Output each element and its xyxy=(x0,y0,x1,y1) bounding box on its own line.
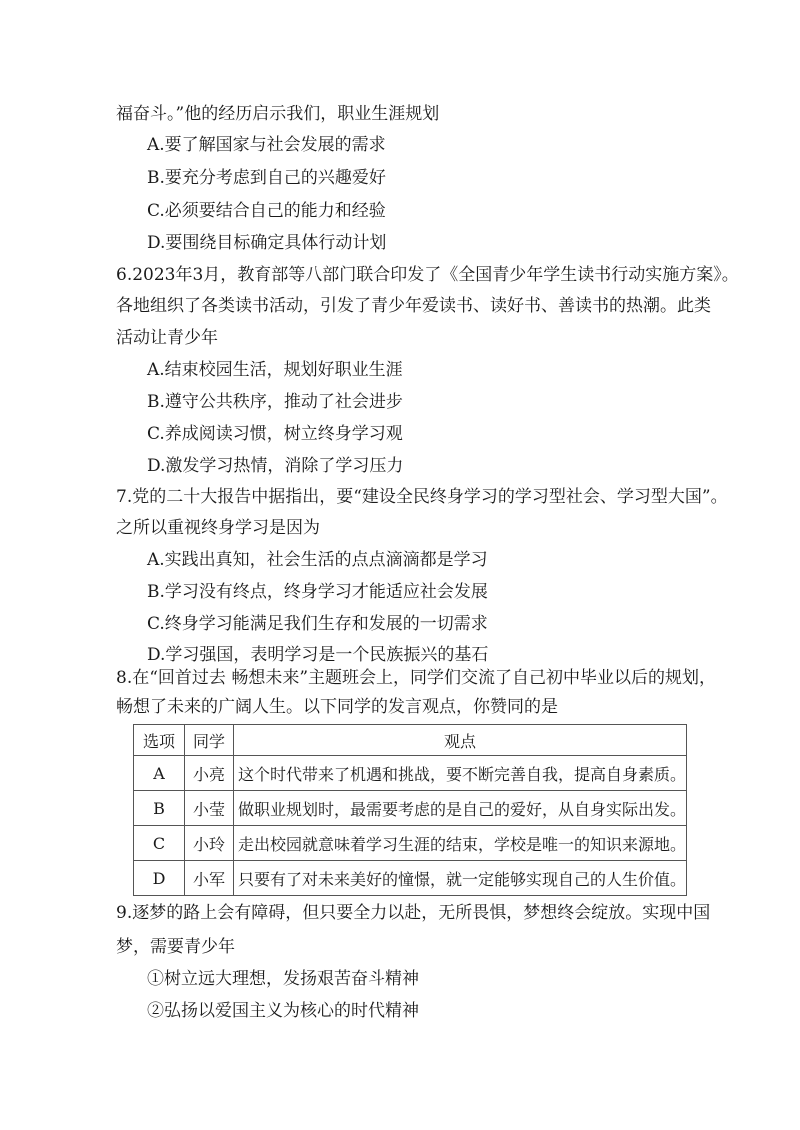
viewpoint-table xyxy=(133,724,687,896)
q8-stem-line-2: 畅想了未来的广阔人生。以下同学的发言观点，你赞同的是 xyxy=(116,697,558,717)
row-option: C xyxy=(134,826,185,861)
table-header-row xyxy=(134,725,687,756)
row-viewpoint: 这个时代带来了机遇和挑战，要不断完善自我，提高自身素质。 xyxy=(234,756,687,791)
q6-stem-line-3: 活动让青少年 xyxy=(116,328,218,348)
q5-option-a: A.要了解国家与社会发展的需求 xyxy=(147,135,386,155)
q6-stem-line-2: 各地组织了各类读书活动，引发了青少年爱读书、读好书、善读书的热潮。此类 xyxy=(116,296,711,316)
q7-option-a: A.实践出真知，社会生活的点点滴滴都是学习 xyxy=(147,550,488,570)
row-student: 小亮 xyxy=(185,756,234,791)
row-student: 小莹 xyxy=(185,791,234,826)
row-viewpoint: 做职业规划时，最需要考虑的是自己的爱好，从自身实际出发。 xyxy=(234,791,687,826)
row-viewpoint: 走出校园就意味着学习生涯的结束，学校是唯一的知识来源地。 xyxy=(234,826,687,861)
table-row xyxy=(134,826,687,861)
q5-option-b: B.要充分考虑到自己的兴趣爱好 xyxy=(147,168,386,188)
row-option: B xyxy=(134,791,185,826)
row-option: D xyxy=(134,861,185,896)
q5-option-c: C.必须要结合自己的能力和经验 xyxy=(147,201,386,221)
q6-option-b: B.遵守公共秩序，推动了社会进步 xyxy=(147,392,403,412)
q6-option-c: C.养成阅读习惯，树立终身学习观 xyxy=(147,424,403,444)
q9-stem-line-2: 梦，需要青少年 xyxy=(116,937,235,957)
header-viewpoint: 观点 xyxy=(234,725,687,756)
q9-option-2: ②弘扬以爱国主义为核心的时代精神 xyxy=(147,1001,419,1021)
q7-stem-line-2: 之所以重视终身学习是因为 xyxy=(116,518,320,538)
table-row xyxy=(134,861,687,896)
q6-option-a: A.结束校园生活，规划好职业生涯 xyxy=(147,360,403,380)
q9-option-1: ①树立远大理想，发扬艰苦奋斗精神 xyxy=(147,969,419,989)
header-student: 同学 xyxy=(185,725,234,756)
q9-stem-line-1: 9.逐梦的路上会有障碍，但只要全力以赴，无所畏惧，梦想终会绽放。实现中国 xyxy=(116,903,711,923)
q6-option-d: D.激发学习热情，消除了学习压力 xyxy=(147,456,404,476)
table-row xyxy=(134,791,687,826)
row-option: A xyxy=(134,756,185,791)
q8-stem-line-1: 8.在“回首过去 畅想未来”主题班会上，同学们交流了自己初中毕业以后的规划， xyxy=(116,668,717,688)
q7-option-c: C.终身学习能满足我们生存和发展的一切需求 xyxy=(147,614,488,634)
question-5-stem-end: 福奋斗。”他的经历启示我们，职业生涯规划 xyxy=(116,104,440,124)
q7-option-d: D.学习强国，表明学习是一个民族振兴的基石 xyxy=(147,645,489,665)
q7-stem-line-1: 7.党的二十大报告中据指出，要“建设全民终身学习的学习型社会、学习型大国”。 xyxy=(116,487,728,507)
q7-option-b: B.学习没有终点，终身学习才能适应社会发展 xyxy=(147,582,488,602)
q6-stem-line-1: 6.2023年3月，教育部等八部门联合印发了《全国青少年学生读书行动实施方案》。 xyxy=(116,265,739,285)
header-option: 选项 xyxy=(134,725,185,756)
row-student: 小军 xyxy=(185,861,234,896)
row-student: 小玲 xyxy=(185,826,234,861)
q5-option-d: D.要围绕目标确定具体行动计划 xyxy=(147,233,387,253)
table-row xyxy=(134,756,687,791)
row-viewpoint: 只要有了对未来美好的憧憬，就一定能够实现自己的人生价值。 xyxy=(234,861,687,896)
